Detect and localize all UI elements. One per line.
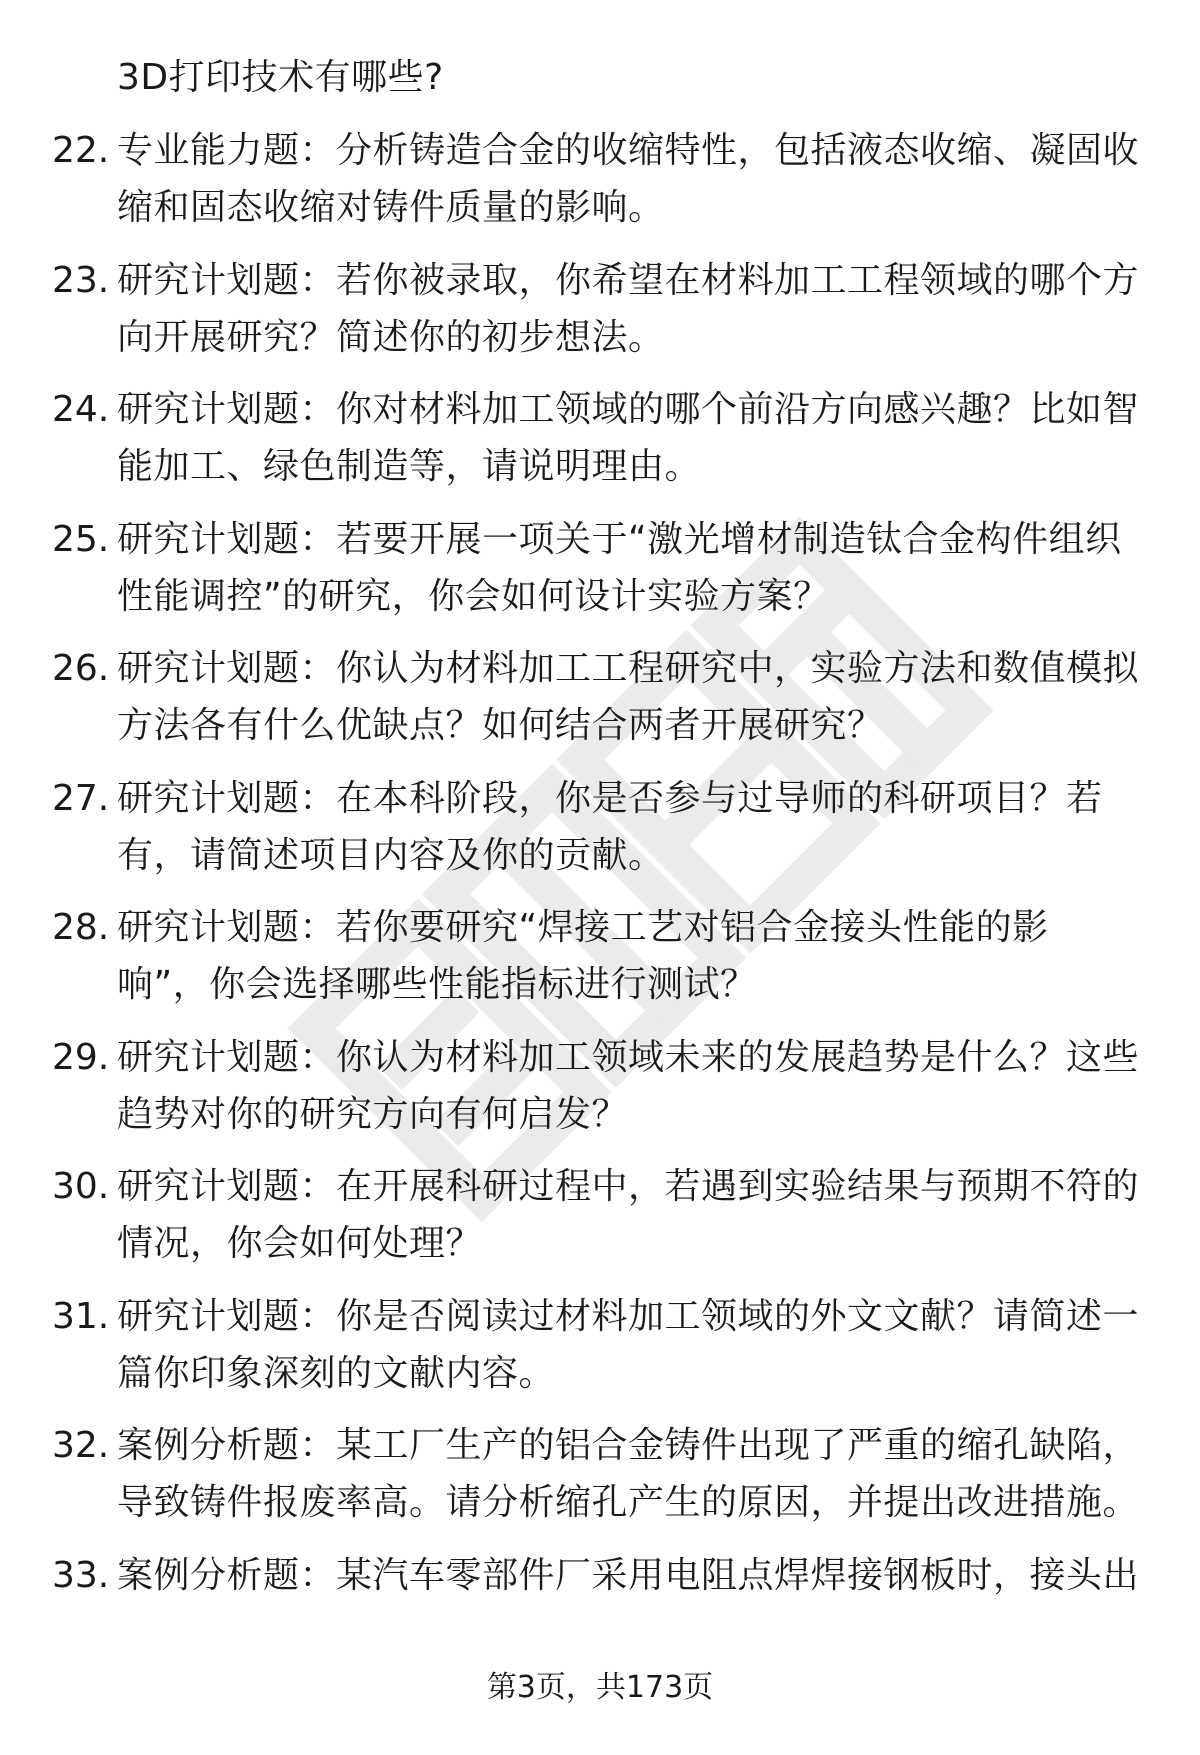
question-text-line: 研究计划题：若要开展一项关于“激光增材制造钛合金构件组织 bbox=[117, 519, 1122, 560]
question-text-line: 情况，你会如何处理？ bbox=[117, 1223, 483, 1264]
question-text-line: 性能调控”的研究，你会如何设计实验方案？ bbox=[117, 576, 830, 617]
question-number: 31. bbox=[52, 1296, 110, 1337]
question-number: 33. bbox=[52, 1555, 110, 1596]
question-number: 27. bbox=[52, 778, 110, 819]
question-text-line: 研究计划题：在开展科研过程中，若遇到实验结果与预期不符的 bbox=[117, 1166, 1140, 1207]
question-text-line: 向开展研究？简述你的初步想法。 bbox=[117, 317, 665, 358]
question-number: 23. bbox=[52, 260, 110, 301]
question-number: 25. bbox=[52, 519, 110, 560]
question-text-line: 能加工、绿色制造等，请说明理由。 bbox=[117, 446, 702, 487]
question-number: 22. bbox=[52, 130, 110, 171]
question-number: 28. bbox=[52, 907, 110, 948]
question-text-line: 篇你印象深刻的文献内容。 bbox=[117, 1353, 556, 1394]
question-number: 26. bbox=[52, 648, 110, 689]
question-number: 32. bbox=[52, 1425, 110, 1466]
question-number: 29. bbox=[52, 1037, 110, 1078]
continuation-line: 3D打印技术有哪些? bbox=[117, 57, 444, 98]
question-text-line: 响”，你会选择哪些性能指标进行测试？ bbox=[117, 964, 757, 1005]
question-text-line: 研究计划题：你认为材料加工领域未来的发展趋势是什么？这些 bbox=[117, 1037, 1140, 1078]
question-text-line: 研究计划题：你认为材料加工工程研究中，实验方法和数值模拟 bbox=[117, 648, 1140, 689]
question-text-line: 案例分析题：某工厂生产的铝合金铸件出现了严重的缩孔缺陷， bbox=[117, 1425, 1140, 1466]
question-text-line: 研究计划题：在本科阶段，你是否参与过导师的科研项目？若 bbox=[117, 778, 1103, 819]
question-text-line: 有，请简述项目内容及你的贡献。 bbox=[117, 835, 665, 876]
question-text-line: 研究计划题：你是否阅读过材料加工领域的外文文献？请简述一 bbox=[117, 1296, 1140, 1337]
question-text-line: 导致铸件报废率高。请分析缩孔产生的原因，并提出改进措施。 bbox=[117, 1482, 1140, 1523]
page-footer: 第3页，共173页 bbox=[486, 1670, 714, 1705]
question-number: 30. bbox=[52, 1166, 110, 1207]
question-text-line: 案例分析题：某汽车零部件厂采用电阻点焊焊接钢板时，接头出 bbox=[117, 1555, 1140, 1596]
question-text-line: 研究计划题：若你被录取，你希望在材料加工工程领域的哪个方 bbox=[117, 260, 1140, 301]
question-text-line: 专业能力题：分析铸造合金的收缩特性，包括液态收缩、凝固收 bbox=[117, 130, 1140, 171]
question-text-line: 方法各有什么优缺点？如何结合两者开展研究？ bbox=[117, 705, 884, 746]
question-text-line: 研究计划题：你对材料加工领域的哪个前沿方向感兴趣？比如智 bbox=[117, 389, 1140, 430]
question-number: 24. bbox=[52, 389, 110, 430]
question-text-line: 研究计划题：若你要研究“焊接工艺对铝合金接头性能的影 bbox=[117, 907, 1049, 948]
question-text-line: 趋势对你的研究方向有何启发？ bbox=[117, 1094, 629, 1135]
question-text-line: 缩和固态收缩对铸件质量的影响。 bbox=[117, 187, 665, 228]
